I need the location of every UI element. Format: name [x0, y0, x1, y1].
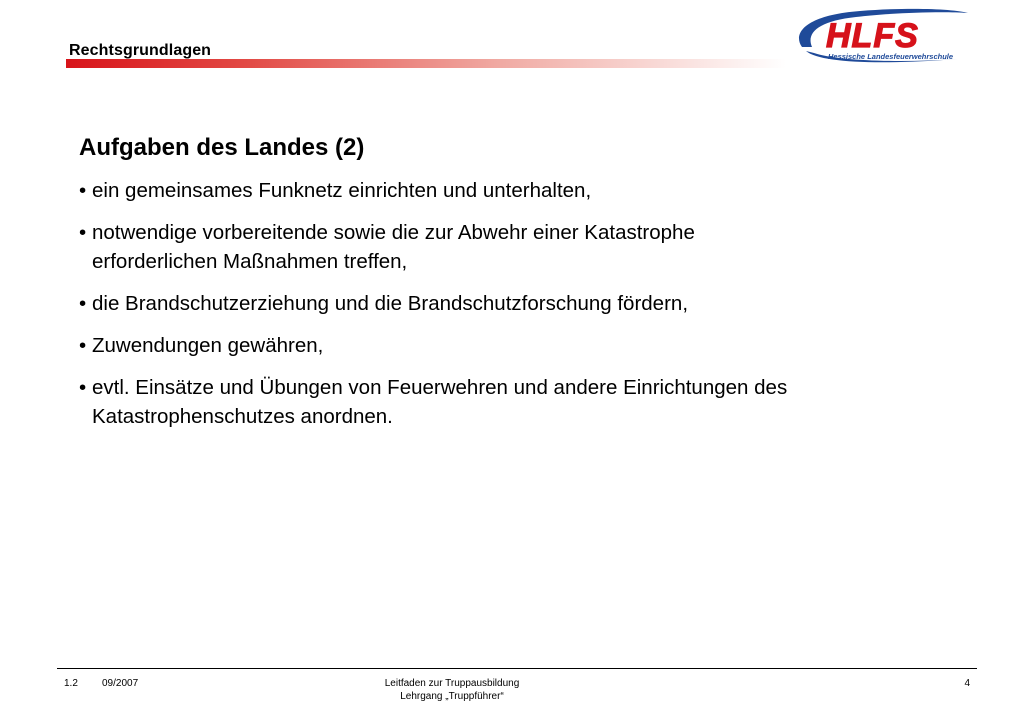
- bullet-text: notwendige vorbereitende sowie die zur Abwehr einer Katastrophe: [92, 221, 695, 244]
- logo-subtitle: Hessische Landesfeuerwehrschule: [828, 52, 954, 61]
- header-accent-bar: [66, 59, 786, 68]
- logo-text: HLFS: [826, 17, 919, 55]
- bullet-text: Zuwendungen gewähren,: [92, 334, 324, 357]
- bullet-dot: •: [79, 334, 87, 357]
- slide-heading: Aufgaben des Landes (2): [79, 134, 365, 161]
- footer-course-subtitle: Lehrgang „Truppführer“: [400, 691, 504, 702]
- footer-course: [352, 677, 552, 703]
- bullet-dot: •: [79, 179, 87, 202]
- bullet-dot: •: [79, 292, 87, 315]
- slide-content: [79, 132, 959, 444]
- bullet-item: [79, 176, 959, 205]
- bullet-text: die Brandschutzerziehung und die Brandschutzforschung fördern,: [92, 292, 689, 315]
- bullet-item: [79, 331, 959, 360]
- bullet-dot: •: [79, 221, 87, 244]
- bullet-text: ein gemeinsames Funknetz einrichten und unterhalten,: [92, 179, 592, 202]
- footer-divider: [57, 668, 977, 669]
- bullet-dot: •: [79, 376, 87, 399]
- bullet-item: [79, 218, 959, 276]
- footer-course-title: Leitfaden zur Truppausbildung: [384, 678, 520, 689]
- hlfs-logo: [790, 7, 972, 67]
- footer-version: 1.2: [64, 678, 78, 689]
- bullet-item: [79, 373, 959, 431]
- bullet-text-continued: erforderlichen Maßnahmen treffen,: [92, 250, 408, 273]
- bullet-text: evtl. Einsätze und Übungen von Feuerwehren und andere Einrichtungen des: [92, 376, 788, 399]
- bullet-text-continued: Katastrophenschutzes anordnen.: [92, 405, 393, 428]
- section-title: Rechtsgrundlagen: [69, 42, 212, 59]
- footer-date: 09/2007: [102, 678, 139, 689]
- bullet-item: [79, 289, 959, 318]
- page-number: 4: [964, 678, 970, 689]
